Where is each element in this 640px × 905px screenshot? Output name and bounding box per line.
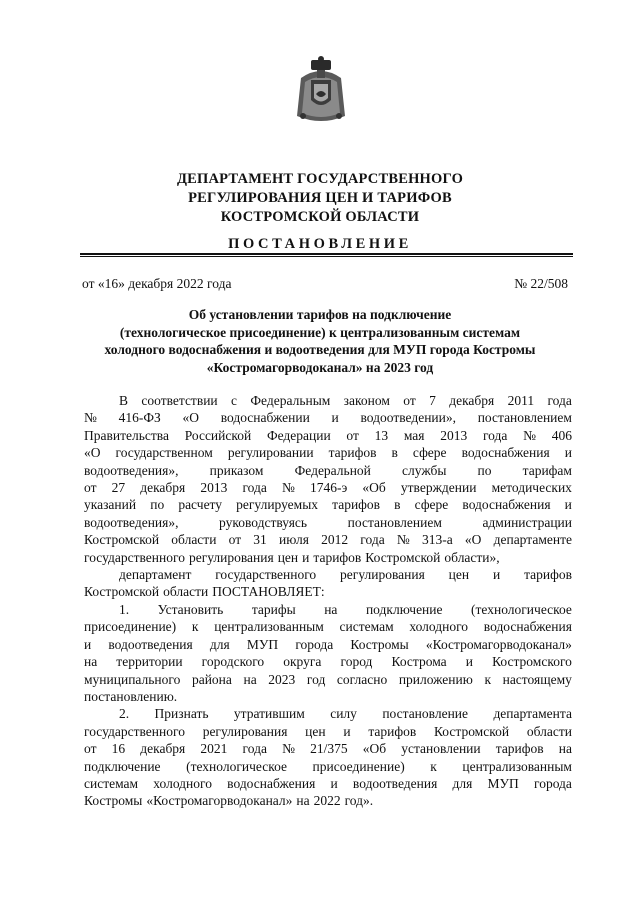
body-word: водоснабжения	[461, 445, 550, 461]
body-line	[84, 671, 572, 688]
kostroma-coat-of-arms-icon	[295, 56, 347, 126]
body-word: «Костромагорводоканал»	[146, 793, 293, 809]
body-word: государственном	[115, 445, 213, 461]
body-word: регулировании	[227, 445, 314, 461]
body-word: 2013	[200, 480, 228, 496]
body-word: округа	[283, 654, 322, 670]
body-line	[84, 531, 572, 548]
body-word: 31	[253, 532, 267, 548]
body-word: №	[523, 427, 536, 443]
body-word: тарифов	[332, 497, 381, 513]
body-line	[84, 444, 572, 461]
body-word: «Об	[362, 741, 387, 757]
body-word: на	[324, 601, 338, 617]
body-word: мая	[403, 427, 425, 443]
subject-line: Об установлении тарифов на подключение	[188, 307, 452, 322]
body-word: «О	[464, 532, 482, 548]
body-word: МУП	[487, 775, 519, 791]
body-word: №	[282, 480, 295, 496]
body-word: государственного	[84, 723, 185, 739]
body-word: В	[119, 393, 129, 408]
body-word: 2021	[200, 741, 228, 757]
body-word: постановление	[382, 706, 469, 722]
body-word: года	[360, 532, 385, 548]
body-word: в	[391, 445, 398, 461]
body-word: государственного	[84, 549, 185, 565]
body-line	[84, 792, 572, 809]
body-word: для	[452, 775, 473, 791]
body-word: от	[228, 532, 242, 548]
body-word: от	[403, 393, 416, 408]
body-word: установлении	[401, 741, 481, 757]
body-word: регулирования	[202, 723, 288, 739]
body-line	[84, 392, 572, 409]
body-word: Костромской	[84, 584, 160, 600]
body-word: водоотведения»,	[84, 514, 179, 530]
body-word: указаний	[84, 497, 137, 513]
body-word: соответствии	[141, 393, 218, 408]
body-word: Федеральной	[294, 462, 371, 478]
body-word: государственного	[215, 567, 317, 583]
department-line: РЕГУЛИРОВАНИЯ ЦЕН И ТАРИФОВ	[188, 190, 452, 206]
body-word: и	[564, 445, 572, 461]
body-word: администрации	[482, 514, 572, 530]
body-word: тарифов	[524, 567, 572, 583]
body-word: город	[340, 654, 373, 670]
body-word: водоотведения»,	[84, 462, 179, 478]
body-line	[84, 653, 572, 670]
body-word: и	[302, 549, 310, 565]
body-line	[84, 705, 572, 722]
body-word: МУП	[246, 636, 279, 652]
body-word: централизованным	[214, 619, 324, 635]
body-word: согласно	[336, 671, 388, 687]
department-name	[0, 170, 640, 227]
body-word: настоящему	[502, 671, 572, 687]
document-number: № 22/508	[514, 276, 568, 291]
body-word: присоединение)	[84, 619, 177, 635]
body-word: тарифов	[328, 445, 377, 461]
body-word: Правительства	[84, 427, 169, 443]
body-word: Установить	[157, 601, 224, 617]
body-word: к	[430, 758, 437, 774]
body-word: от	[346, 427, 359, 443]
body-word: к	[484, 671, 491, 687]
body-word: 21/375	[310, 741, 348, 757]
body-word: департамент	[119, 567, 192, 583]
body-word: системам	[339, 619, 394, 635]
body-word: и	[564, 497, 572, 513]
document-body	[84, 392, 572, 810]
body-word: 416-ФЗ	[118, 410, 161, 426]
body-word: 406	[551, 427, 572, 443]
body-word: ПОСТАНОВЛЯЕТ:	[212, 584, 325, 600]
body-word: службы	[402, 462, 447, 478]
body-word: цен	[277, 549, 299, 565]
body-word: законом	[343, 393, 390, 408]
body-word: Костромы	[84, 793, 143, 809]
body-word: муниципального	[84, 671, 181, 687]
body-word: Кострома	[391, 654, 447, 670]
body-word: года	[482, 427, 508, 443]
body-word: тарифов	[368, 723, 417, 739]
body-line	[84, 549, 572, 566]
body-word: холодного	[409, 619, 469, 635]
body-word: утверждении	[400, 480, 477, 496]
subject-line: (технологическое присоединение) к централизованным системам	[119, 324, 521, 340]
body-word: водоотведения	[108, 636, 193, 652]
body-word: холодного	[153, 775, 212, 791]
body-word: присоединение)	[312, 758, 405, 774]
body-word: водоснабжения	[227, 775, 316, 791]
body-word: декабря	[140, 741, 186, 757]
body-word: области»,	[444, 549, 500, 565]
body-word: 2011	[507, 393, 535, 408]
body-word: системам	[84, 775, 139, 791]
body-word: (технологическое	[186, 758, 287, 774]
body-word: на	[243, 671, 257, 687]
body-word: постановлением	[477, 410, 572, 426]
body-word: 16	[111, 741, 126, 757]
body-word: 313-а	[421, 532, 453, 548]
body-word: год	[306, 671, 326, 687]
body-word: области	[171, 532, 217, 548]
body-word: 2013	[440, 427, 468, 443]
body-word: Российской	[184, 427, 252, 443]
body-word: «О	[182, 410, 199, 426]
body-line	[84, 723, 572, 740]
body-word: департаменте	[493, 532, 572, 548]
document-subject	[70, 306, 570, 376]
body-word: регулирования	[188, 549, 274, 565]
body-line	[84, 688, 572, 705]
body-line	[84, 740, 572, 757]
body-word: год».	[344, 793, 374, 809]
body-word: №	[84, 410, 97, 426]
body-line	[84, 636, 572, 653]
body-line	[84, 496, 572, 513]
document-type-title: ПОСТАНОВЛЕНИЕ	[228, 236, 412, 252]
body-word: Костромской	[365, 549, 441, 565]
body-word: Костромской	[433, 723, 510, 739]
body-word: «О	[84, 445, 101, 461]
body-word: июля	[278, 532, 309, 548]
body-word: в	[394, 497, 401, 513]
body-line	[84, 427, 572, 444]
body-word: (технологическое	[471, 601, 572, 617]
body-word: 7	[429, 393, 436, 408]
body-word: 2012	[321, 532, 349, 548]
body-word: утратившим	[233, 706, 305, 722]
body-word: области	[526, 723, 572, 739]
body-word: на	[558, 741, 572, 757]
body-word: водоснабжения	[483, 619, 572, 635]
body-word: водоотведении»,	[360, 410, 456, 426]
body-word: города	[534, 775, 572, 791]
department-line: ДЕПАРТАМЕНТ ГОСУДАРСТВЕННОГО	[176, 171, 464, 187]
subject-line: «Костромагорводоканал» на 2023 год	[206, 359, 434, 375]
body-word: на	[84, 654, 98, 670]
body-word: района	[191, 671, 232, 687]
body-word: декабря	[449, 393, 495, 408]
body-word: подключение	[365, 601, 443, 617]
body-word: водоотведения	[352, 775, 438, 791]
body-word: городского	[201, 654, 265, 670]
body-word: и	[492, 567, 501, 583]
body-word: и	[343, 723, 351, 739]
body-word: 2022	[313, 793, 341, 809]
body-word: «Костромагорводоканал»	[425, 636, 572, 652]
body-word: Федерации	[266, 427, 331, 443]
body-word: «Об	[362, 480, 386, 496]
body-word: Федеральным	[250, 393, 331, 408]
body-line	[84, 409, 572, 426]
body-line	[84, 583, 572, 600]
department-line: КОСТРОМСКОЙ ОБЛАСТИ	[220, 209, 420, 225]
body-word: от	[84, 741, 97, 757]
body-word: на	[296, 793, 310, 809]
body-line	[84, 479, 572, 496]
body-word: тарифы	[251, 601, 296, 617]
body-word: централизованным	[462, 758, 572, 774]
body-word: методических	[491, 480, 572, 496]
body-word: подключение	[84, 758, 161, 774]
body-line	[84, 601, 572, 618]
body-word: силу	[330, 706, 357, 722]
body-word: года	[242, 741, 267, 757]
body-word: сфере	[414, 497, 449, 513]
body-word: с	[231, 393, 238, 408]
body-line	[84, 618, 572, 635]
body-word: цен	[448, 567, 470, 583]
body-line	[84, 775, 572, 792]
body-word: и	[84, 636, 92, 652]
body-word: от	[84, 480, 97, 496]
title-divider-thick	[80, 253, 573, 255]
body-word: территории	[116, 654, 183, 670]
body-word: для	[209, 636, 230, 652]
body-word: приложению	[398, 671, 473, 687]
body-word: цен	[305, 723, 326, 739]
body-word: тарифов	[313, 549, 362, 565]
body-word: расчету	[178, 497, 223, 513]
body-word: Костромского	[492, 654, 572, 670]
body-word: города	[295, 636, 334, 652]
body-word: регулирования	[340, 567, 425, 583]
body-word: приказом	[209, 462, 264, 478]
body-word: года	[547, 393, 572, 408]
body-word: тарифов	[495, 741, 544, 757]
body-word: регулируемых	[236, 497, 319, 513]
body-word: водоснабжении	[220, 410, 310, 426]
body-word: тарифам	[522, 462, 572, 478]
body-word: Признать	[154, 706, 209, 722]
body-word: по	[477, 462, 492, 478]
body-word: Костромы	[350, 636, 409, 652]
body-word: 1746-э	[310, 480, 348, 496]
body-word: постановлению.	[84, 688, 178, 704]
document-date: от «16» декабря 2022 года	[82, 276, 232, 291]
body-word: 27	[111, 480, 126, 496]
body-word: и	[330, 775, 338, 791]
body-line	[84, 462, 572, 479]
body-word: департамента	[493, 706, 572, 722]
body-word: №	[396, 532, 410, 548]
body-word: к	[191, 619, 199, 635]
title-divider-thin	[80, 256, 573, 257]
body-word: №	[282, 741, 295, 757]
body-word: и	[465, 654, 473, 670]
body-word: 2.	[119, 706, 130, 722]
body-word: Костромской	[84, 532, 160, 548]
body-word: по	[150, 497, 165, 513]
subject-line: холодного водоснабжения и водоотведения для МУП города Костромы	[104, 342, 536, 357]
body-word: 2023	[268, 671, 296, 687]
body-word: 13	[374, 427, 389, 443]
body-word: и	[331, 410, 339, 426]
body-word: водоснабжения	[462, 497, 551, 513]
body-line	[84, 758, 572, 775]
body-word: декабря	[140, 480, 186, 496]
body-word: 1.	[119, 601, 130, 617]
body-word: руководствуясь	[219, 514, 308, 530]
body-word: года	[242, 480, 267, 496]
body-word: области	[163, 584, 209, 600]
body-line	[84, 566, 572, 583]
body-line	[84, 514, 572, 531]
body-word: сфере	[412, 445, 447, 461]
body-word: постановлением	[347, 514, 442, 530]
